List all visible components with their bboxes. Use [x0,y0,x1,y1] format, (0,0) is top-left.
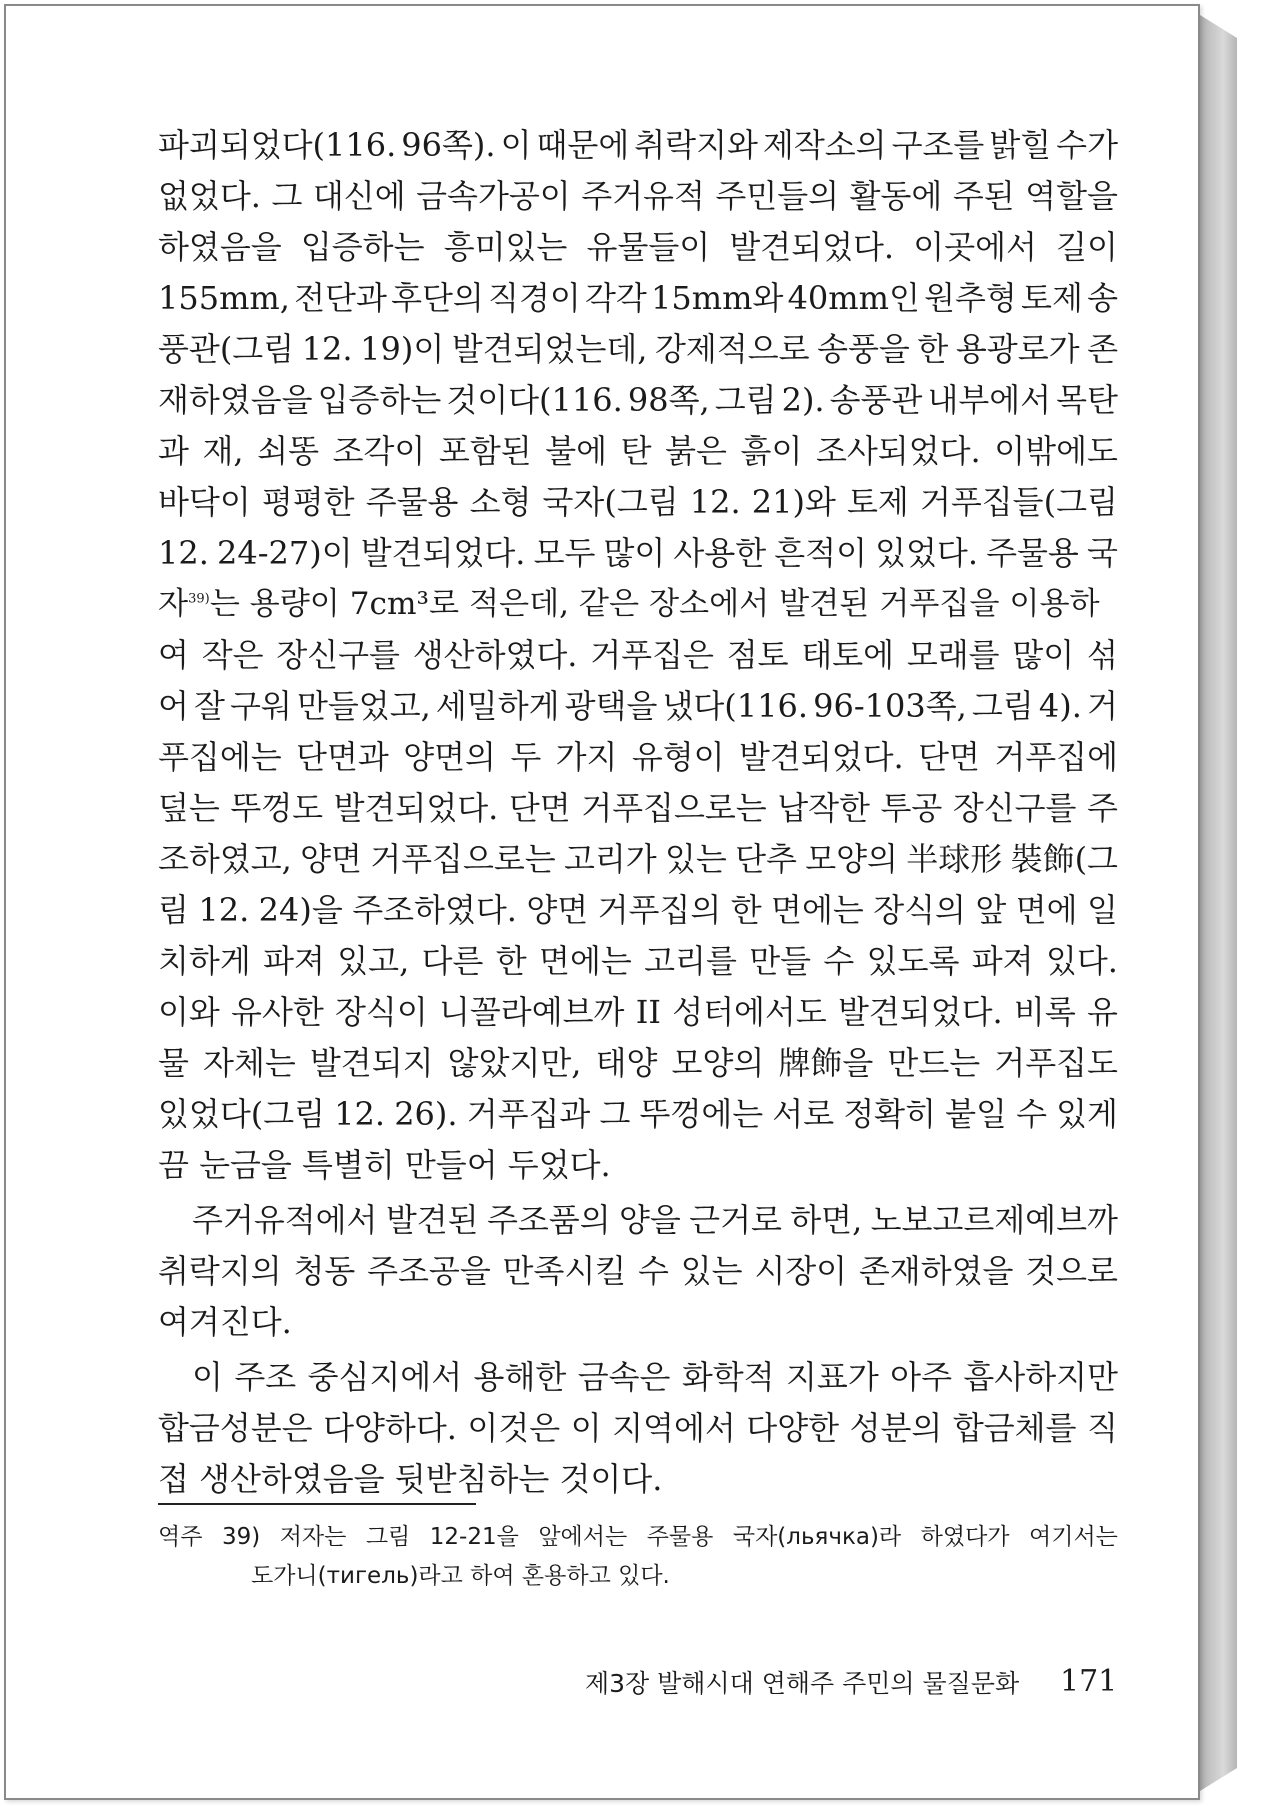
text-line: 물 자체는 발견되지 않았지만, 태양 모양의 牌飾을 만드는 거푸집도 [158,1044,1118,1082]
text-line: 하였음을 입증하는 흥미있는 유물들이 발견되었다. 이곳에서 길이 [158,228,1118,266]
footnote-reference[interactable]: 39) [188,591,210,607]
text-line-with-footnote [158,579,1118,630]
text-line: 12. 24-27)이 발견되었다. 모두 많이 사용한 흔적이 있었다. 주물용 국 [158,534,1118,572]
text-line: 치하게 파져 있고, 다른 한 면에는 고리를 만들 수 있도록 파져 있다. [158,942,1118,980]
text-line: 덮는 뚜껑도 발견되었다. 단면 거푸집으로는 납작한 투공 장신구를 주 [158,789,1118,827]
text-line: 주거유적에서 발견된 주조품의 양을 근거로 하면, 노보고르제예브까 [192,1201,1118,1239]
text-line: 있었다(그림 12. 26). 거푸집과 그 뚜껑에는 서로 정확히 붙일 수 있게 [158,1095,1118,1133]
text-line: 재하였음을 입증하는 것이다(116. 98쪽, 그림 2). 송풍관 내부에서 목탄 [158,381,1118,419]
text-line: 여겨진다. [158,1303,292,1341]
page-number: 171 [1060,1664,1118,1699]
line-prefix-text: 자 [158,586,189,622]
text-line: 풍관(그림 12. 19)이 발견되었는데, 강제적으로 송풍을 한 용광로가 존 [158,330,1118,368]
footnote [158,1518,1118,1596]
text-line: 이와 유사한 장식이 니꼴라예브까 II 성터에서도 발견되었다. 비록 유 [158,993,1118,1031]
text-line: 없었다. 그 대신에 금속가공이 주거유적 주민들의 활동에 주된 역할을 [158,177,1118,215]
text-line: 과 재, 쇠똥 조각이 포함된 불에 탄 붉은 흙이 조사되었다. 이밖에도 [158,432,1118,470]
text-line: 바닥이 평평한 주물용 소형 국자(그림 12. 21)와 토제 거푸집들(그림 [158,483,1118,521]
text-line: 이 주조 중심지에서 용해한 금속은 화학적 지표가 아주 흡사하지만 [192,1358,1118,1396]
text-line: 취락지의 청동 주조공을 만족시킬 수 있는 시장이 존재하였을 것으로 [158,1252,1118,1290]
text-line: 조하였고, 양면 거푸집으로는 고리가 있는 단추 모양의 半球形 裝飾(그 [158,840,1118,878]
text-line: 합금성분은 다양하다. 이것은 이 지역에서 다양한 성분의 합금체를 직 [158,1409,1118,1447]
footnote-line: 도가니(тигель)라고 하여 혼용하고 있다. [251,1563,670,1589]
text-line: 여 작은 장신구를 생산하였다. 거푸집은 점토 태토에 모래를 많이 섞 [158,636,1118,674]
text-line: 림 12. 24)을 주조하였다. 양면 거푸집의 한 면에는 장식의 앞 면에 일 [158,891,1118,929]
footnote-divider [158,1503,476,1505]
body-text [158,120,1118,1505]
text-line: 155mm, 전단과 후단의 직경이 각각 15mm와 40mm인 원추형 토제 송 [158,279,1118,317]
line-suffix-text: 는 용량이 7cm³로 적은데, 같은 장소에서 발견된 거푸집을 이용하 [209,586,1100,622]
text-line: 푸집에는 단면과 양면의 두 가지 유형이 발견되었다. 단면 거푸집에 [158,738,1118,776]
footnote-line: 역주 39) 저자는 그림 12-21을 앞에서는 주물용 국자(льячка)라 하였다가 여기서는 [158,1524,1118,1550]
text-line: 어 잘 구워 만들었고, 세밀하게 광택을 냈다(116. 96-103쪽, 그림 4). 거 [158,687,1118,725]
running-footer: 제3장 발해시대 연해주 주민의 물질문화 [585,1669,1020,1698]
text-line: 접 생산하였음을 뒷받침하는 것이다. [158,1460,663,1498]
text-line: 파괴되었다(116. 96쪽). 이 때문에 취락지와 제작소의 구조를 밝힐 수가 [158,126,1118,164]
text-line: 끔 눈금을 특별히 만들어 두었다. [158,1146,611,1184]
line-prefix [158,579,1100,630]
